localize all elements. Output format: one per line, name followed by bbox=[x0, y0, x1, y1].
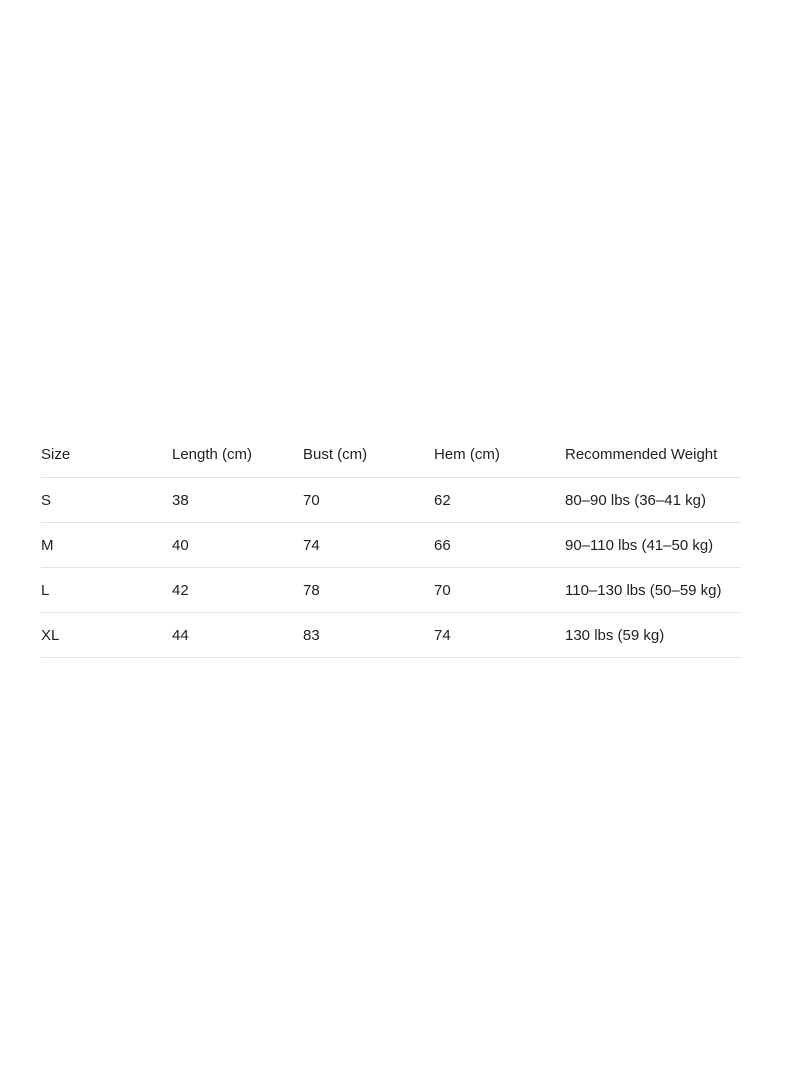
header-length: Length (cm) bbox=[172, 446, 253, 463]
table-row bbox=[41, 478, 741, 523]
cell-recommended-weight: 80–90 lbs (36–41 kg) bbox=[565, 491, 706, 509]
cell-bust: 78 bbox=[303, 581, 320, 599]
table-row bbox=[41, 613, 741, 658]
cell-hem: 66 bbox=[434, 536, 451, 554]
cell-size: S bbox=[41, 491, 52, 509]
table-row bbox=[41, 523, 741, 568]
cell-recommended-weight: 110–130 lbs (50–59 kg) bbox=[565, 581, 722, 599]
table-row bbox=[41, 568, 741, 613]
cell-hem: 74 bbox=[434, 626, 451, 644]
cell-recommended-weight: 90–110 lbs (41–50 kg) bbox=[565, 536, 714, 554]
size-chart-table bbox=[41, 432, 741, 658]
table-header-row bbox=[41, 432, 741, 478]
cell-hem: 62 bbox=[434, 491, 451, 509]
header-bust: Bust (cm) bbox=[303, 446, 368, 463]
cell-bust: 83 bbox=[303, 626, 320, 644]
cell-bust: 70 bbox=[303, 491, 320, 509]
cell-hem: 70 bbox=[434, 581, 451, 599]
header-recommended-weight: Recommended Weight bbox=[565, 446, 718, 463]
cell-length: 40 bbox=[172, 536, 189, 554]
cell-recommended-weight: 130 lbs (59 kg) bbox=[565, 626, 665, 644]
header-hem: Hem (cm) bbox=[434, 446, 500, 463]
cell-size: M bbox=[41, 536, 54, 554]
cell-bust: 74 bbox=[303, 536, 320, 554]
cell-size: L bbox=[41, 581, 50, 599]
cell-length: 38 bbox=[172, 491, 189, 509]
header-size: Size bbox=[41, 446, 71, 463]
cell-length: 44 bbox=[172, 626, 189, 644]
cell-length: 42 bbox=[172, 581, 189, 599]
cell-size: XL bbox=[41, 626, 60, 644]
